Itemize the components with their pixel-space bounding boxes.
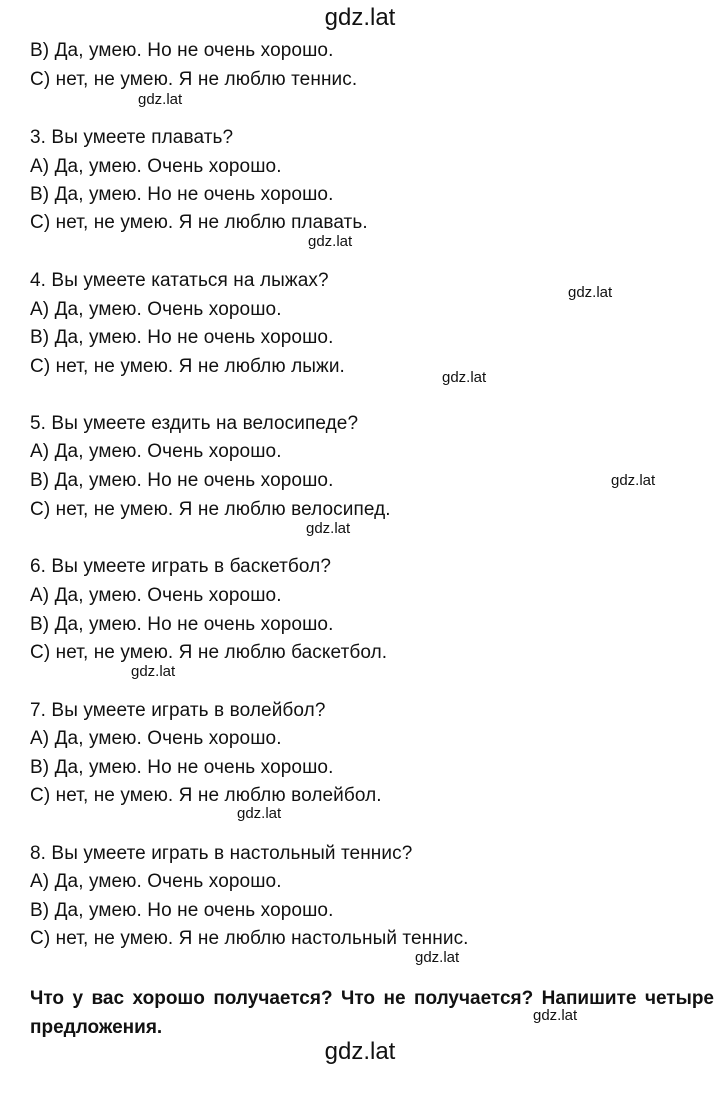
watermark-inline: gdz.lat — [568, 284, 613, 301]
watermark-top: gdz.lat — [324, 4, 396, 31]
q3-answer-c: C) нет, не умею. Я не люблю плавать. — [30, 212, 368, 233]
watermark-inline: gdz.lat — [442, 369, 487, 386]
watermark-inline: gdz.lat — [237, 805, 282, 822]
watermark-bottom: gdz.lat — [324, 1038, 396, 1065]
q3-answer-a: A) Да, умею. Очень хорошо. — [30, 156, 282, 177]
watermark-inline: gdz.lat — [138, 91, 183, 108]
q7-answer-b: B) Да, умею. Но не очень хорошо. — [30, 757, 334, 778]
question-4: 4. Вы умеете кататься на лыжах? — [30, 270, 329, 291]
q2-answer-b: B) Да, умею. Но не очень хорошо. — [30, 40, 334, 61]
q8-answer-b: B) Да, умею. Но не очень хорошо. — [30, 900, 334, 921]
q7-answer-c: C) нет, не умею. Я не люблю волейбол. — [30, 785, 382, 806]
watermark-inline: gdz.lat — [308, 233, 353, 250]
q7-answer-a: A) Да, умею. Очень хорошо. — [30, 728, 282, 749]
q5-answer-b: B) Да, умею. Но не очень хорошо. — [30, 470, 334, 491]
watermark-inline: gdz.lat — [533, 1007, 578, 1024]
watermark-inline: gdz.lat — [306, 520, 351, 537]
question-6: 6. Вы умеете играть в баскетбол? — [30, 556, 331, 577]
watermark-inline: gdz.lat — [415, 949, 460, 966]
q4-answer-c: C) нет, не умею. Я не люблю лыжи. — [30, 356, 345, 377]
q2-answer-c: C) нет, не умею. Я не люблю теннис. — [30, 69, 358, 90]
question-5: 5. Вы умеете ездить на велосипеде? — [30, 413, 359, 434]
q6-answer-a: A) Да, умею. Очень хорошо. — [30, 585, 282, 606]
question-3: 3. Вы умеете плавать? — [30, 127, 234, 148]
watermark-inline: gdz.lat — [611, 472, 656, 489]
question-8: 8. Вы умеете играть в настольный теннис? — [30, 843, 413, 864]
writing-task: Что у вас хорошо получается? Что не получается? Напишите четыре предложения. — [30, 988, 714, 1038]
q4-answer-b: B) Да, умею. Но не очень хорошо. — [30, 327, 334, 348]
q8-answer-a: A) Да, умею. Очень хорошо. — [30, 871, 282, 892]
q8-answer-c: C) нет, не умею. Я не люблю настольный теннис. — [30, 928, 469, 949]
q5-answer-a: A) Да, умею. Очень хорошо. — [30, 441, 282, 462]
question-7: 7. Вы умеете играть в волейбол? — [30, 700, 326, 721]
watermark-inline: gdz.lat — [131, 663, 176, 680]
q6-answer-b: B) Да, умею. Но не очень хорошо. — [30, 614, 334, 635]
q3-answer-b: B) Да, умею. Но не очень хорошо. — [30, 184, 334, 205]
q4-answer-a: A) Да, умею. Очень хорошо. — [30, 299, 282, 320]
q5-answer-c: C) нет, не умею. Я не люблю велосипед. — [30, 499, 391, 520]
q6-answer-c: C) нет, не умею. Я не люблю баскетбол. — [30, 642, 388, 663]
